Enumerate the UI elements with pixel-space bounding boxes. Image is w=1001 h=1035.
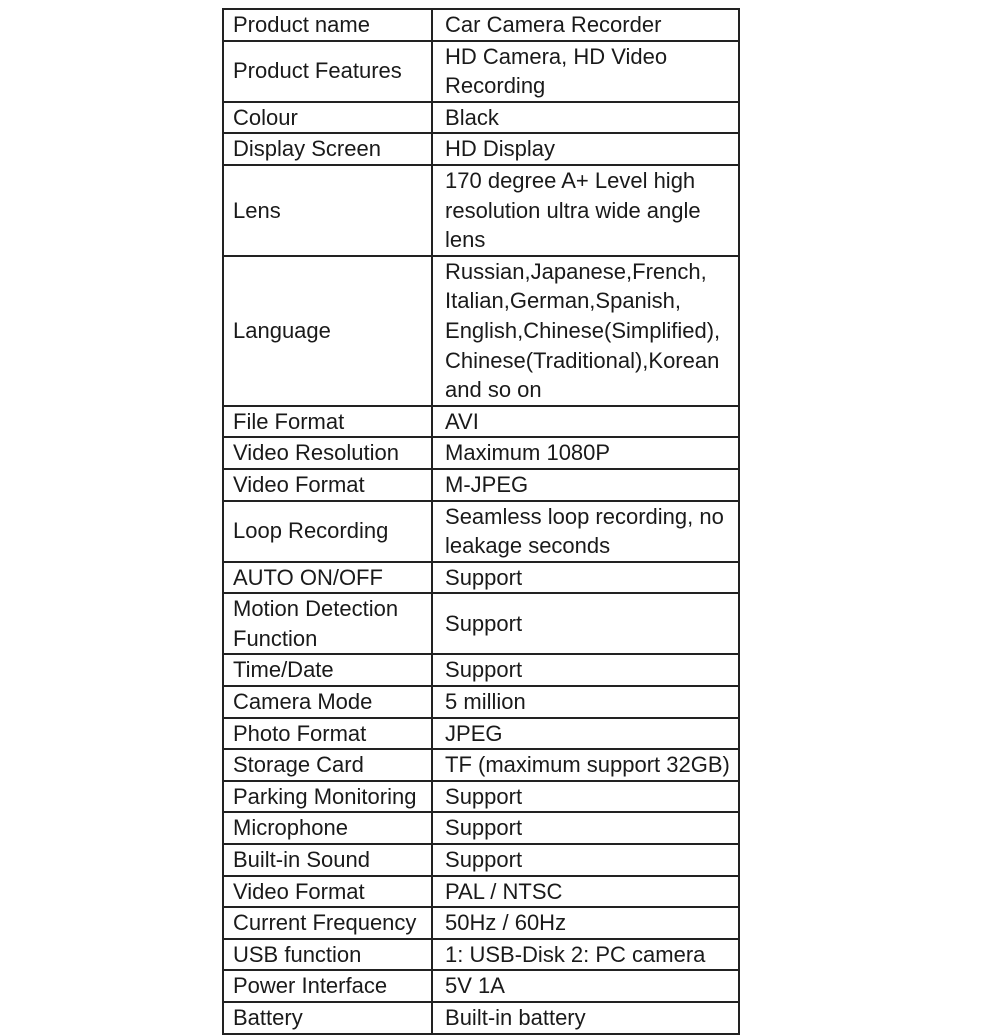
spec-label: Product Features: [223, 41, 432, 102]
spec-label: Video Resolution: [223, 437, 432, 469]
table-row: [223, 907, 739, 939]
spec-label: USB function: [223, 939, 432, 971]
table-row: [223, 41, 739, 102]
spec-value: Support: [432, 812, 739, 844]
table-row: [223, 812, 739, 844]
spec-value: HD Display: [432, 133, 739, 165]
spec-label: Video Format: [223, 876, 432, 908]
spec-label: Microphone: [223, 812, 432, 844]
spec-label: Current Frequency: [223, 907, 432, 939]
table-row: [223, 844, 739, 876]
table-row: [223, 686, 739, 718]
spec-value: M-JPEG: [432, 469, 739, 501]
table-row: [223, 718, 739, 750]
table-row: [223, 165, 739, 256]
table-row: [223, 256, 739, 406]
spec-value: Car Camera Recorder: [432, 9, 739, 41]
spec-value: Support: [432, 844, 739, 876]
spec-label: Colour: [223, 102, 432, 134]
spec-value: Seamless loop recording, no leakage seconds: [432, 501, 739, 562]
spec-value: Support: [432, 562, 739, 594]
table-row: [223, 876, 739, 908]
spec-value: Built-in battery: [432, 1002, 739, 1034]
spec-label: Language: [223, 256, 432, 406]
spec-value: 1: USB-Disk 2: PC camera: [432, 939, 739, 971]
spec-value: 5V 1A: [432, 970, 739, 1002]
table-row: [223, 501, 739, 562]
spec-value: Black: [432, 102, 739, 134]
spec-label: Display Screen: [223, 133, 432, 165]
spec-value: JPEG: [432, 718, 739, 750]
spec-table: [222, 8, 740, 1035]
table-row: [223, 133, 739, 165]
spec-value: TF (maximum support 32GB): [432, 749, 739, 781]
spec-label: Built-in Sound: [223, 844, 432, 876]
spec-value: AVI: [432, 406, 739, 438]
table-row: [223, 437, 739, 469]
table-row: [223, 1002, 739, 1034]
table-row: [223, 781, 739, 813]
spec-value: Support: [432, 781, 739, 813]
table-row: [223, 406, 739, 438]
spec-value: Support: [432, 593, 739, 654]
table-row: [223, 9, 739, 41]
spec-value: 50Hz / 60Hz: [432, 907, 739, 939]
spec-label: Loop Recording: [223, 501, 432, 562]
table-row: [223, 970, 739, 1002]
spec-label: File Format: [223, 406, 432, 438]
table-row: [223, 562, 739, 594]
spec-value: PAL / NTSC: [432, 876, 739, 908]
spec-label: Motion Detection Function: [223, 593, 432, 654]
spec-label: Video Format: [223, 469, 432, 501]
spec-label: Battery: [223, 1002, 432, 1034]
spec-value: 5 million: [432, 686, 739, 718]
spec-label: Power Interface: [223, 970, 432, 1002]
spec-label: Product name: [223, 9, 432, 41]
spec-label: Lens: [223, 165, 432, 256]
spec-value: Support: [432, 654, 739, 686]
table-row: [223, 749, 739, 781]
spec-value: Russian,Japanese,French, Italian,German,Spanish, English,Chinese(Simplified), Chinese(Traditional),Korean and so on: [432, 256, 739, 406]
spec-label: Time/Date: [223, 654, 432, 686]
spec-value: HD Camera, HD Video Recording: [432, 41, 739, 102]
table-row: [223, 654, 739, 686]
spec-label: Parking Monitoring: [223, 781, 432, 813]
spec-value: Maximum 1080P: [432, 437, 739, 469]
spec-label: AUTO ON/OFF: [223, 562, 432, 594]
table-row: [223, 939, 739, 971]
spec-label: Camera Mode: [223, 686, 432, 718]
table-row: [223, 102, 739, 134]
table-row: [223, 469, 739, 501]
spec-value: 170 degree A+ Level high resolution ultra wide angle lens: [432, 165, 739, 256]
table-row: [223, 593, 739, 654]
spec-label: Photo Format: [223, 718, 432, 750]
spec-label: Storage Card: [223, 749, 432, 781]
